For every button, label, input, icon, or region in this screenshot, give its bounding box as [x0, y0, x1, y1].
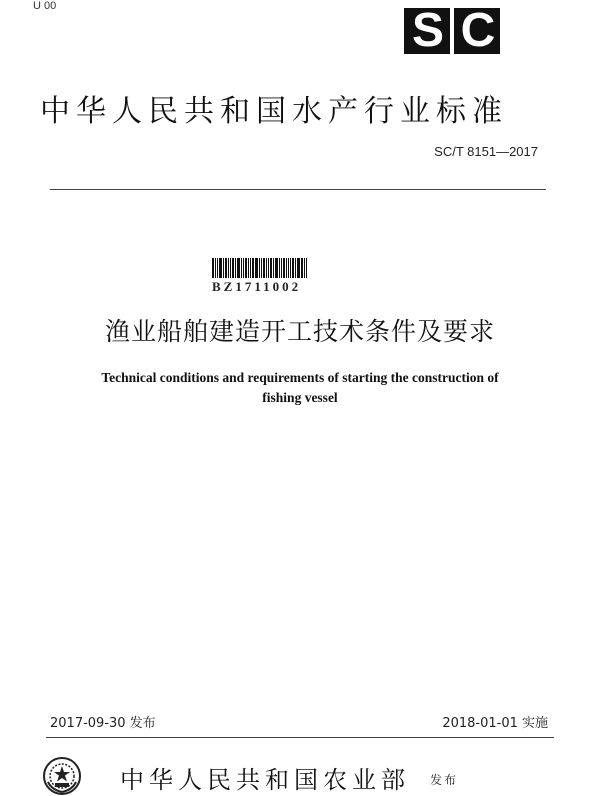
barcode-bar — [228, 258, 229, 278]
implementation-date: 2018-01-01 实施 — [442, 716, 548, 731]
barcode-bar — [230, 258, 231, 278]
top-divider — [50, 189, 546, 190]
barcode-bar — [281, 258, 282, 278]
barcode-bar — [279, 258, 280, 278]
chinese-title: 渔业船舶建造开工技术条件及要求 — [104, 317, 495, 346]
standard-number: SC/T 8151—2017 — [434, 144, 538, 159]
barcode-bar — [286, 258, 287, 278]
barcode-bar — [212, 258, 214, 278]
barcode-bar — [283, 258, 285, 278]
barcode-bar — [252, 258, 254, 278]
barcode-bar — [304, 258, 305, 278]
national-emblem-icon — [42, 756, 82, 796]
barcode-bar — [288, 258, 289, 278]
barcode-bar — [243, 258, 244, 278]
barcode-bar — [255, 258, 258, 278]
barcode-bar — [275, 258, 278, 278]
english-title-line-2: fishing vessel — [262, 390, 338, 405]
barcode-icon — [212, 258, 316, 278]
barcode-bar — [297, 258, 300, 278]
issue-date: 2017-09-30 发布 — [50, 716, 156, 731]
bottom-divider — [46, 737, 554, 738]
barcode-bar — [290, 258, 291, 278]
barcode-bar — [225, 258, 227, 278]
barcode-bar — [235, 258, 236, 278]
sc-logo-letter-s: S — [404, 8, 450, 54]
publish-label: 发布 — [430, 773, 459, 787]
barcode-bar — [232, 258, 234, 278]
barcode-number: BZ1711002 — [212, 279, 302, 294]
barcode-bar — [268, 258, 269, 278]
barcode-bar — [248, 258, 249, 278]
ccs-code: U 00 — [33, 0, 57, 12]
barcode-bar — [301, 258, 303, 278]
barcode-bar — [295, 258, 296, 278]
barcode-bar — [219, 258, 222, 278]
barcode-bar — [259, 258, 260, 278]
barcode-bar — [237, 258, 240, 278]
barcode-bar — [270, 258, 272, 278]
standard-type-heading: 中华人民共和国水产行业标准 — [40, 94, 508, 129]
barcode-bar — [241, 258, 242, 278]
barcode-bar — [250, 258, 251, 278]
barcode-bar — [263, 258, 265, 278]
barcode-bar — [306, 258, 307, 278]
barcode-bar — [215, 258, 216, 278]
barcode-bar — [292, 258, 294, 278]
english-title-line-1: Technical conditions and requirements of starting the construction of — [101, 370, 499, 385]
sc-logo-letter-c: C — [454, 8, 500, 54]
sc-logo — [404, 4, 500, 57]
barcode-bar — [217, 258, 218, 278]
issuing-authority: 中华人民共和国农业部 — [120, 766, 410, 794]
english-title — [40, 368, 560, 408]
barcode-bar — [223, 258, 224, 278]
barcode-bar — [261, 258, 262, 278]
barcode-bar — [266, 258, 267, 278]
barcode-bar — [245, 258, 247, 278]
barcode-bar — [273, 258, 274, 278]
